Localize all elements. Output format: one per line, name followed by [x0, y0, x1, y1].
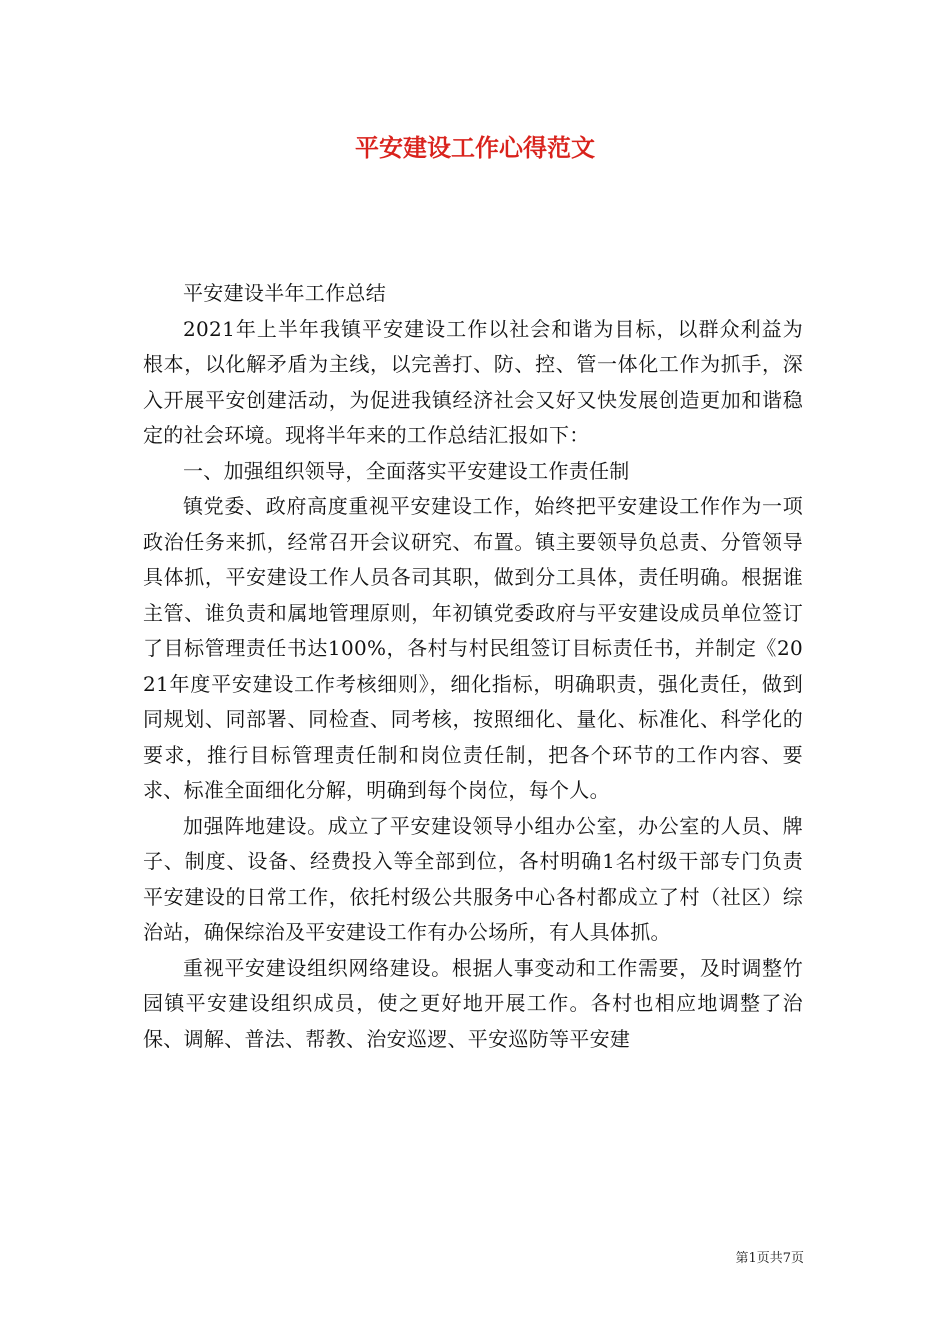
paragraph-intro: 2021年上半年我镇平安建设工作以社会和谐为目标，以群众利益为根本，以化解矛盾为主线，以完善打、防、控、管一体化工作为抓手，深入开展平安创建活动，为促进我镇经济社会又好又快发展创造更加和谐稳定的社会环境。现将半年来的工作总结汇报如下：: [143, 316, 803, 447]
paragraph-responsibility: 镇党委、政府高度重视平安建设工作，始终把平安建设工作作为一项政治任务来抓，经常召开会议研究、布置。镇主要领导负总责、分管领导具体抓，平安建设工作人员各司其职，做到分工具体，责任明确。根据谁主管、谁负责和属地管理原则，年初镇党委政府与平安建设成员单位签订了目标管理责任书达100%，各村与村民组签订目标责任书，并制定《2021年度平安建设工作考核细则》，细化指标，明确职责，强化责任，做到同规划、同部署、同检查、同考核，按照细化、量化、标准化、科学化的要求，推行目标管理责任制和岗位责任制，把各个环节的工作内容、要求、标准全面细化分解，明确到每个岗位，每个人。: [143, 494, 803, 802]
document-title: 平安建设工作心得范文: [355, 133, 595, 162]
paragraph-position-building: 加强阵地建设。成立了平安建设领导小组办公室，办公室的人员、牌子、制度、设备、经费投入等全部到位，各村明确1名村级干部专门负责平安建设的日常工作，依托村级公共服务中心各村都成立了村（社区）综治站，确保综治及平安建设工作有办公场所，有人具体抓。: [143, 813, 803, 944]
paragraph-section-heading: 一、加强组织领导，全面落实平安建设工作责任制: [183, 458, 630, 483]
document-body: [143, 276, 803, 1057]
paragraph-network-building: 重视平安建设组织网络建设。根据人事变动和工作需要，及时调整竹园镇平安建设组织成员，使之更好地开展工作。各村也相应地调整了治保、调解、普法、帮教、治安巡逻、平安巡防等平安建: [143, 955, 803, 1051]
page-number: 第1页共7页: [735, 1251, 804, 1266]
paragraph-subtitle: 平安建设半年工作总结: [183, 281, 386, 305]
